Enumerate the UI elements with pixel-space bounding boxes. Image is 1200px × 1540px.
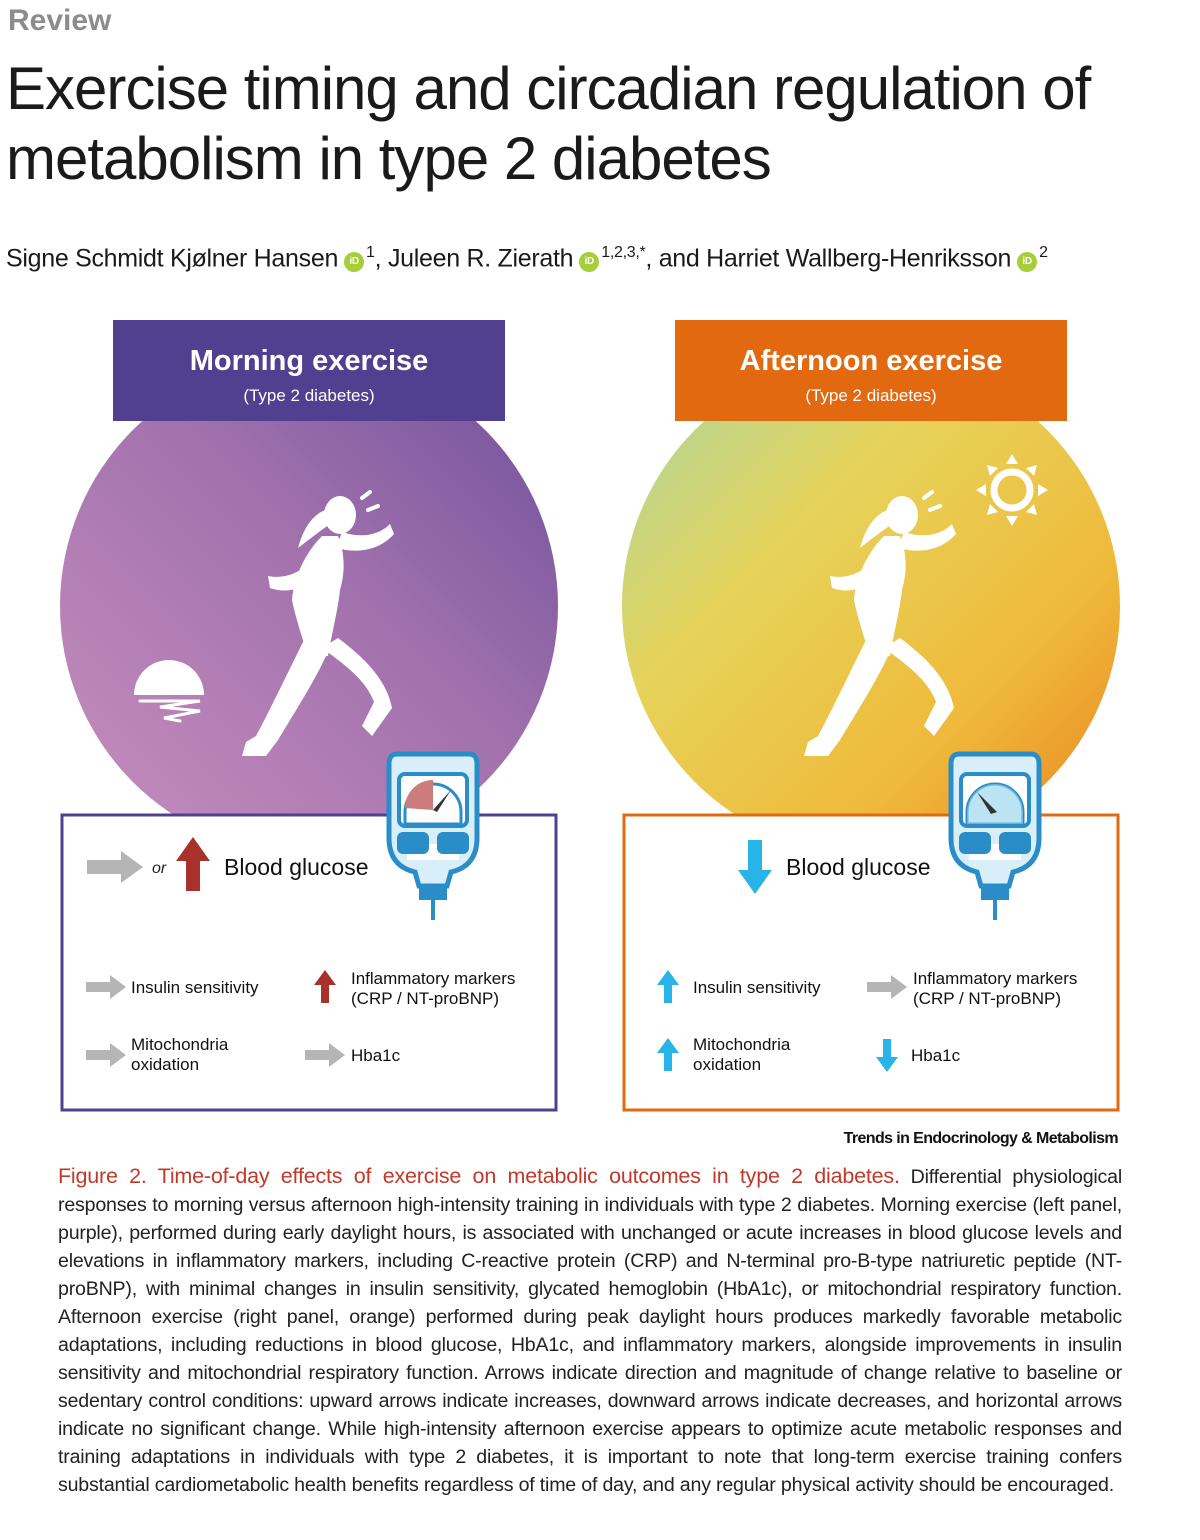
afternoon-metric-inflammatory: Inflammatory markers — [913, 969, 1078, 988]
author-affiliation: 2 — [1039, 244, 1048, 261]
afternoon-panel — [622, 320, 1120, 1110]
author-separator: , — [374, 244, 388, 273]
morning-metric-inflammatory-sub: (CRP / NT-proBNP) — [351, 989, 499, 1008]
author-name[interactable]: Juleen R. Zierath — [387, 244, 574, 273]
afternoon-metric-insulin: Insulin sensitivity — [693, 978, 821, 997]
article-title: Exercise timing and circadian regulation of metabolism in type 2 diabetes — [6, 55, 1091, 192]
figure-2 — [0, 300, 1200, 1160]
morning-panel — [60, 320, 558, 1110]
morning-metric-mito: Mitochondria — [131, 1035, 229, 1054]
morning-metric-mito-sub: oxidation — [131, 1055, 200, 1074]
figure-caption — [58, 1162, 1122, 1499]
morning-metric-insulin: Insulin sensitivity — [131, 978, 259, 997]
afternoon-metric-hba1c: Hba1c — [911, 1046, 961, 1065]
caption-title: Figure 2. Time-of-day effects of exercise on metabolic outcomes in type 2 diabetes. — [58, 1164, 900, 1188]
or-label: or — [152, 860, 167, 877]
morning-metric-inflammatory: Inflammatory markers — [351, 969, 516, 988]
section-label: Review — [8, 4, 112, 37]
morning-title: Morning exercise — [189, 345, 429, 377]
afternoon-metric-inflammatory-sub: (CRP / NT-proBNP) — [913, 989, 1061, 1008]
author-list — [6, 244, 1048, 273]
morning-subtitle: (Type 2 diabetes) — [243, 386, 375, 405]
morning-metric-hba1c: Hba1c — [351, 1046, 401, 1065]
afternoon-title: Afternoon exercise — [739, 345, 1003, 377]
author-affiliation: 1 — [366, 244, 375, 261]
caption-body: Differential physiological responses to morning versus afternoon high-intensity training in individuals with type 2 diabetes. Morning exercise (left panel, purple), performed during early daylight hours, is associated with unchanged or acute increases in blood glucose levels and elevations in inflammatory markers, including C-reactive protein (CRP) and N-terminal pro-B-type natriuretic peptide (NT-proBNP), with minimal changes in insulin sensitivity, glycated hemoglobin (HbA1c), or mitochondrial respiratory function. Afternoon exercise (right panel, orange) performed during peak daylight hours produces markedly favorable metabolic adaptations, including reductions in blood glucose, HbA1c, and inflammatory markers, alongside improvements in insulin sensitivity and mitochondrial respiratory function. Arrows indicate direction and magnitude of change relative to baseline or sedentary control conditions: upward arrows indicate increases, downward arrows indicate decreases, and horizontal arrows indicate no significant change. While high-intensity afternoon exercise appears to optimize acute metabolic responses and training adaptations in individuals with type 2 diabetes, it is important to note that long-term exercise training confers substantial cardiometabolic health benefits regardless of time of day, and any regular physical activity should be encouraged. — [58, 1166, 1123, 1496]
author-separator: , and — [645, 244, 707, 273]
author-name[interactable]: Signe Schmidt Kjølner Hansen — [6, 244, 339, 273]
author-name[interactable]: Harriet Wallberg-Henriksson — [706, 244, 1012, 273]
morning-blood-glucose: Blood glucose — [224, 854, 369, 880]
afternoon-metric-mito-sub: oxidation — [693, 1055, 762, 1074]
afternoon-metric-mito: Mitochondria — [693, 1035, 791, 1054]
orcid-icon[interactable]: iD — [344, 252, 364, 272]
journal-label: Trends in Endocrinology & Metabolism — [843, 1130, 1118, 1147]
afternoon-subtitle: (Type 2 diabetes) — [805, 386, 937, 405]
orcid-icon[interactable]: iD — [579, 252, 599, 272]
author-affiliation: 1,2,3,* — [601, 244, 646, 261]
afternoon-blood-glucose: Blood glucose — [786, 854, 931, 880]
orcid-icon[interactable]: iD — [1017, 252, 1037, 272]
